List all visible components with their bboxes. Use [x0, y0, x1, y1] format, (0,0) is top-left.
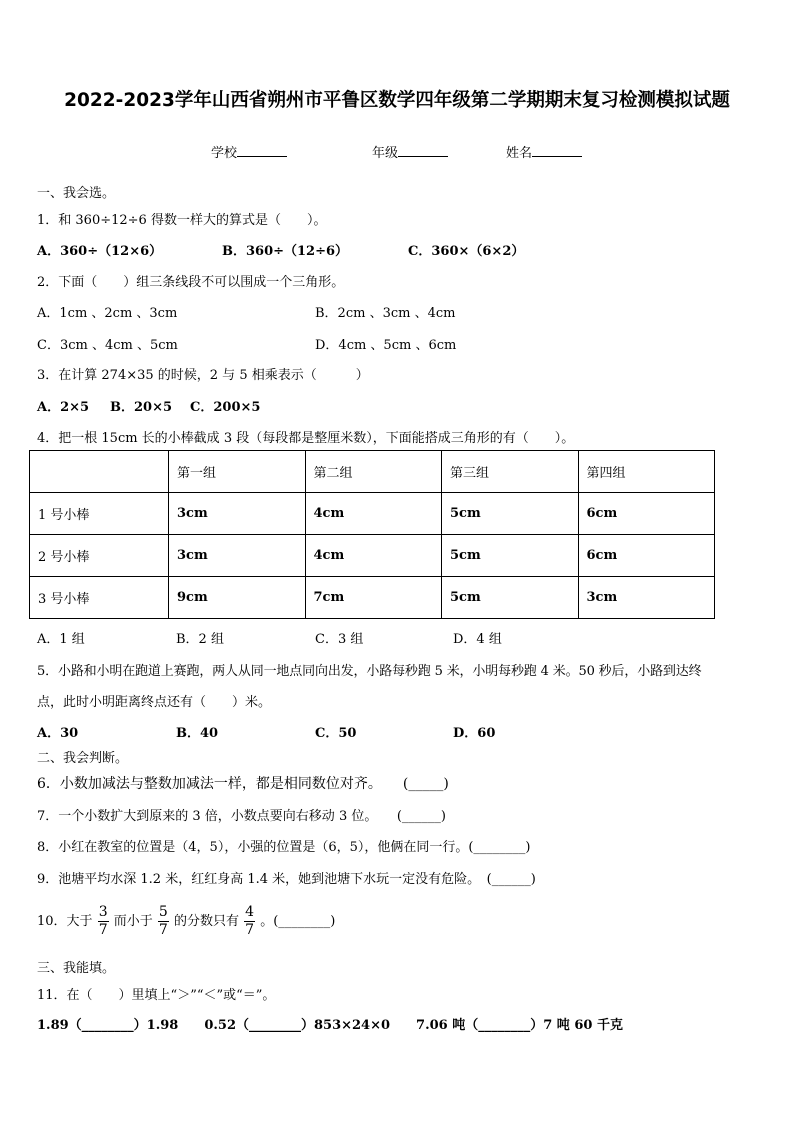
question-3-stem: 3．在计算 274×35 的时候，2 与 5 相乘表示（ ）: [37, 368, 369, 383]
question-8: 8．小红在教室的位置是（4，5），小强的位置是（6，5），他俩在同一行。(________): [37, 840, 531, 855]
question-10-text-2: 而小于: [113, 914, 153, 929]
question-10: [37, 904, 335, 939]
section-heading-2: 二、我会判断。: [37, 751, 129, 766]
table-cell: 3cm: [169, 493, 306, 535]
question-4-option-c[interactable]: C．3 组: [315, 632, 364, 647]
question-3-option-b[interactable]: B．20×5: [110, 400, 173, 415]
question-4-stem: 4．把一根 15cm 长的小棒截成 3 段（每段都是整厘米数），下面能搭成三角形的有（ ）。: [37, 431, 575, 446]
question-5-option-a[interactable]: A．30: [37, 726, 79, 741]
question-10-text-1: 10．大于: [37, 914, 93, 929]
table-cell: 5cm: [442, 577, 579, 619]
table-cell: 2 号小棒: [30, 535, 169, 577]
table-cell: 3 号小棒: [30, 577, 169, 619]
question-1-option-c[interactable]: C．360×（6×2）: [408, 244, 525, 259]
table-cell: 3cm: [169, 535, 306, 577]
fraction-three-sevenths: $\frac{3}{7}$: [98, 904, 108, 938]
question-1-stem: 1．和 360÷12÷6 得数一样大的算式是（ ）。: [37, 213, 327, 228]
section-heading-3: 三、我能填。: [37, 961, 116, 976]
question-4-table: [29, 450, 715, 619]
grade-field: [372, 142, 448, 161]
question-6: 6．小数加减法与整数加减法一样，都是相同数位对齐。 (_____): [37, 776, 449, 792]
question-4-option-a[interactable]: A．1 组: [37, 632, 85, 647]
question-10-text-4: 。(________): [260, 914, 336, 929]
question-2-option-d[interactable]: D．4cm 、5cm 、6cm: [315, 338, 457, 353]
question-3-option-c[interactable]: C．200×5: [190, 400, 261, 415]
school-blank[interactable]: [237, 144, 287, 157]
table-header-cell: 第一组: [169, 451, 306, 493]
school-label: 学校: [211, 146, 238, 161]
table-cell: 6cm: [578, 493, 715, 535]
question-11-blanks[interactable]: 1.89（________）1.98 0.52（________）853×24×0 7.06 吨（________）7 吨 60 千克: [37, 1018, 623, 1033]
question-2-stem: 2．下面（ ）组三条线段不可以围成一个三角形。: [37, 275, 345, 290]
table-row: [30, 535, 715, 577]
question-5-option-c[interactable]: C．50: [315, 726, 357, 741]
question-2-option-b[interactable]: B．2cm 、3cm 、4cm: [315, 306, 456, 321]
table-header-cell: 第四组: [578, 451, 715, 493]
table-cell: 4cm: [305, 493, 442, 535]
question-5-stem-line-1: 5．小路和小明在跑道上赛跑，两人从同一地点同向出发，小路每秒跑 5 米，小明每秒跑 4 米。50 秒后，小路到达终: [37, 664, 702, 679]
fraction-four-sevenths: $\frac{4}{7}$: [245, 904, 255, 938]
question-3-option-a[interactable]: A．2×5: [37, 400, 90, 415]
question-7: 7．一个小数扩大到原来的 3 倍，小数点要向右移动 3 位。 (______): [37, 809, 446, 824]
table-row: [30, 493, 715, 535]
question-1-option-a[interactable]: A．360÷（12×6）: [37, 244, 163, 259]
question-2-option-a[interactable]: A．1cm 、2cm 、3cm: [37, 306, 178, 321]
question-10-text-3: 的分数只有: [173, 914, 239, 929]
table-cell: 5cm: [442, 535, 579, 577]
question-11-stem: 11．在（ ）里填上“＞”“＜”或“＝”。: [37, 988, 276, 1003]
table-cell: 4cm: [305, 535, 442, 577]
question-1-option-b[interactable]: B．360÷（12÷6）: [222, 244, 349, 259]
table-cell: 1 号小棒: [30, 493, 169, 535]
table-cell: 9cm: [169, 577, 306, 619]
table-header-cell: [30, 451, 169, 493]
question-9: 9．池塘平均水深 1.2 米，红红身高 1.4 米，她到池塘下水玩一定没有危险。 (______): [37, 872, 536, 887]
table-header-cell: 第三组: [442, 451, 579, 493]
grade-label: 年级: [372, 146, 399, 161]
table-cell: 5cm: [442, 493, 579, 535]
name-field: [506, 142, 582, 161]
question-5-stem-line-2: 点，此时小明距离终点还有（ ）米。: [37, 695, 272, 710]
question-5-option-b[interactable]: B．40: [176, 726, 219, 741]
question-2-option-c[interactable]: C．3cm 、4cm 、5cm: [37, 338, 178, 353]
grade-blank[interactable]: [398, 144, 448, 157]
name-blank[interactable]: [532, 144, 582, 157]
page-title: 2022-2023学年山西省朔州市平鲁区数学四年级第二学期期末复习检测模拟试题: [64, 90, 730, 111]
question-4-option-b[interactable]: B．2 组: [176, 632, 224, 647]
table-cell: 7cm: [305, 577, 442, 619]
question-4-option-d[interactable]: D．4 组: [453, 632, 502, 647]
section-heading-1: 一、我会选。: [37, 186, 116, 201]
table-cell: 3cm: [578, 577, 715, 619]
table-row: [30, 577, 715, 619]
school-field: [211, 142, 287, 161]
table-header-cell: 第二组: [305, 451, 442, 493]
fraction-five-sevenths: $\frac{5}{7}$: [158, 904, 168, 938]
question-5-option-d[interactable]: D．60: [453, 726, 496, 741]
table-cell: 6cm: [578, 535, 715, 577]
name-label: 姓名: [506, 146, 533, 161]
table-header-row: [30, 451, 715, 493]
